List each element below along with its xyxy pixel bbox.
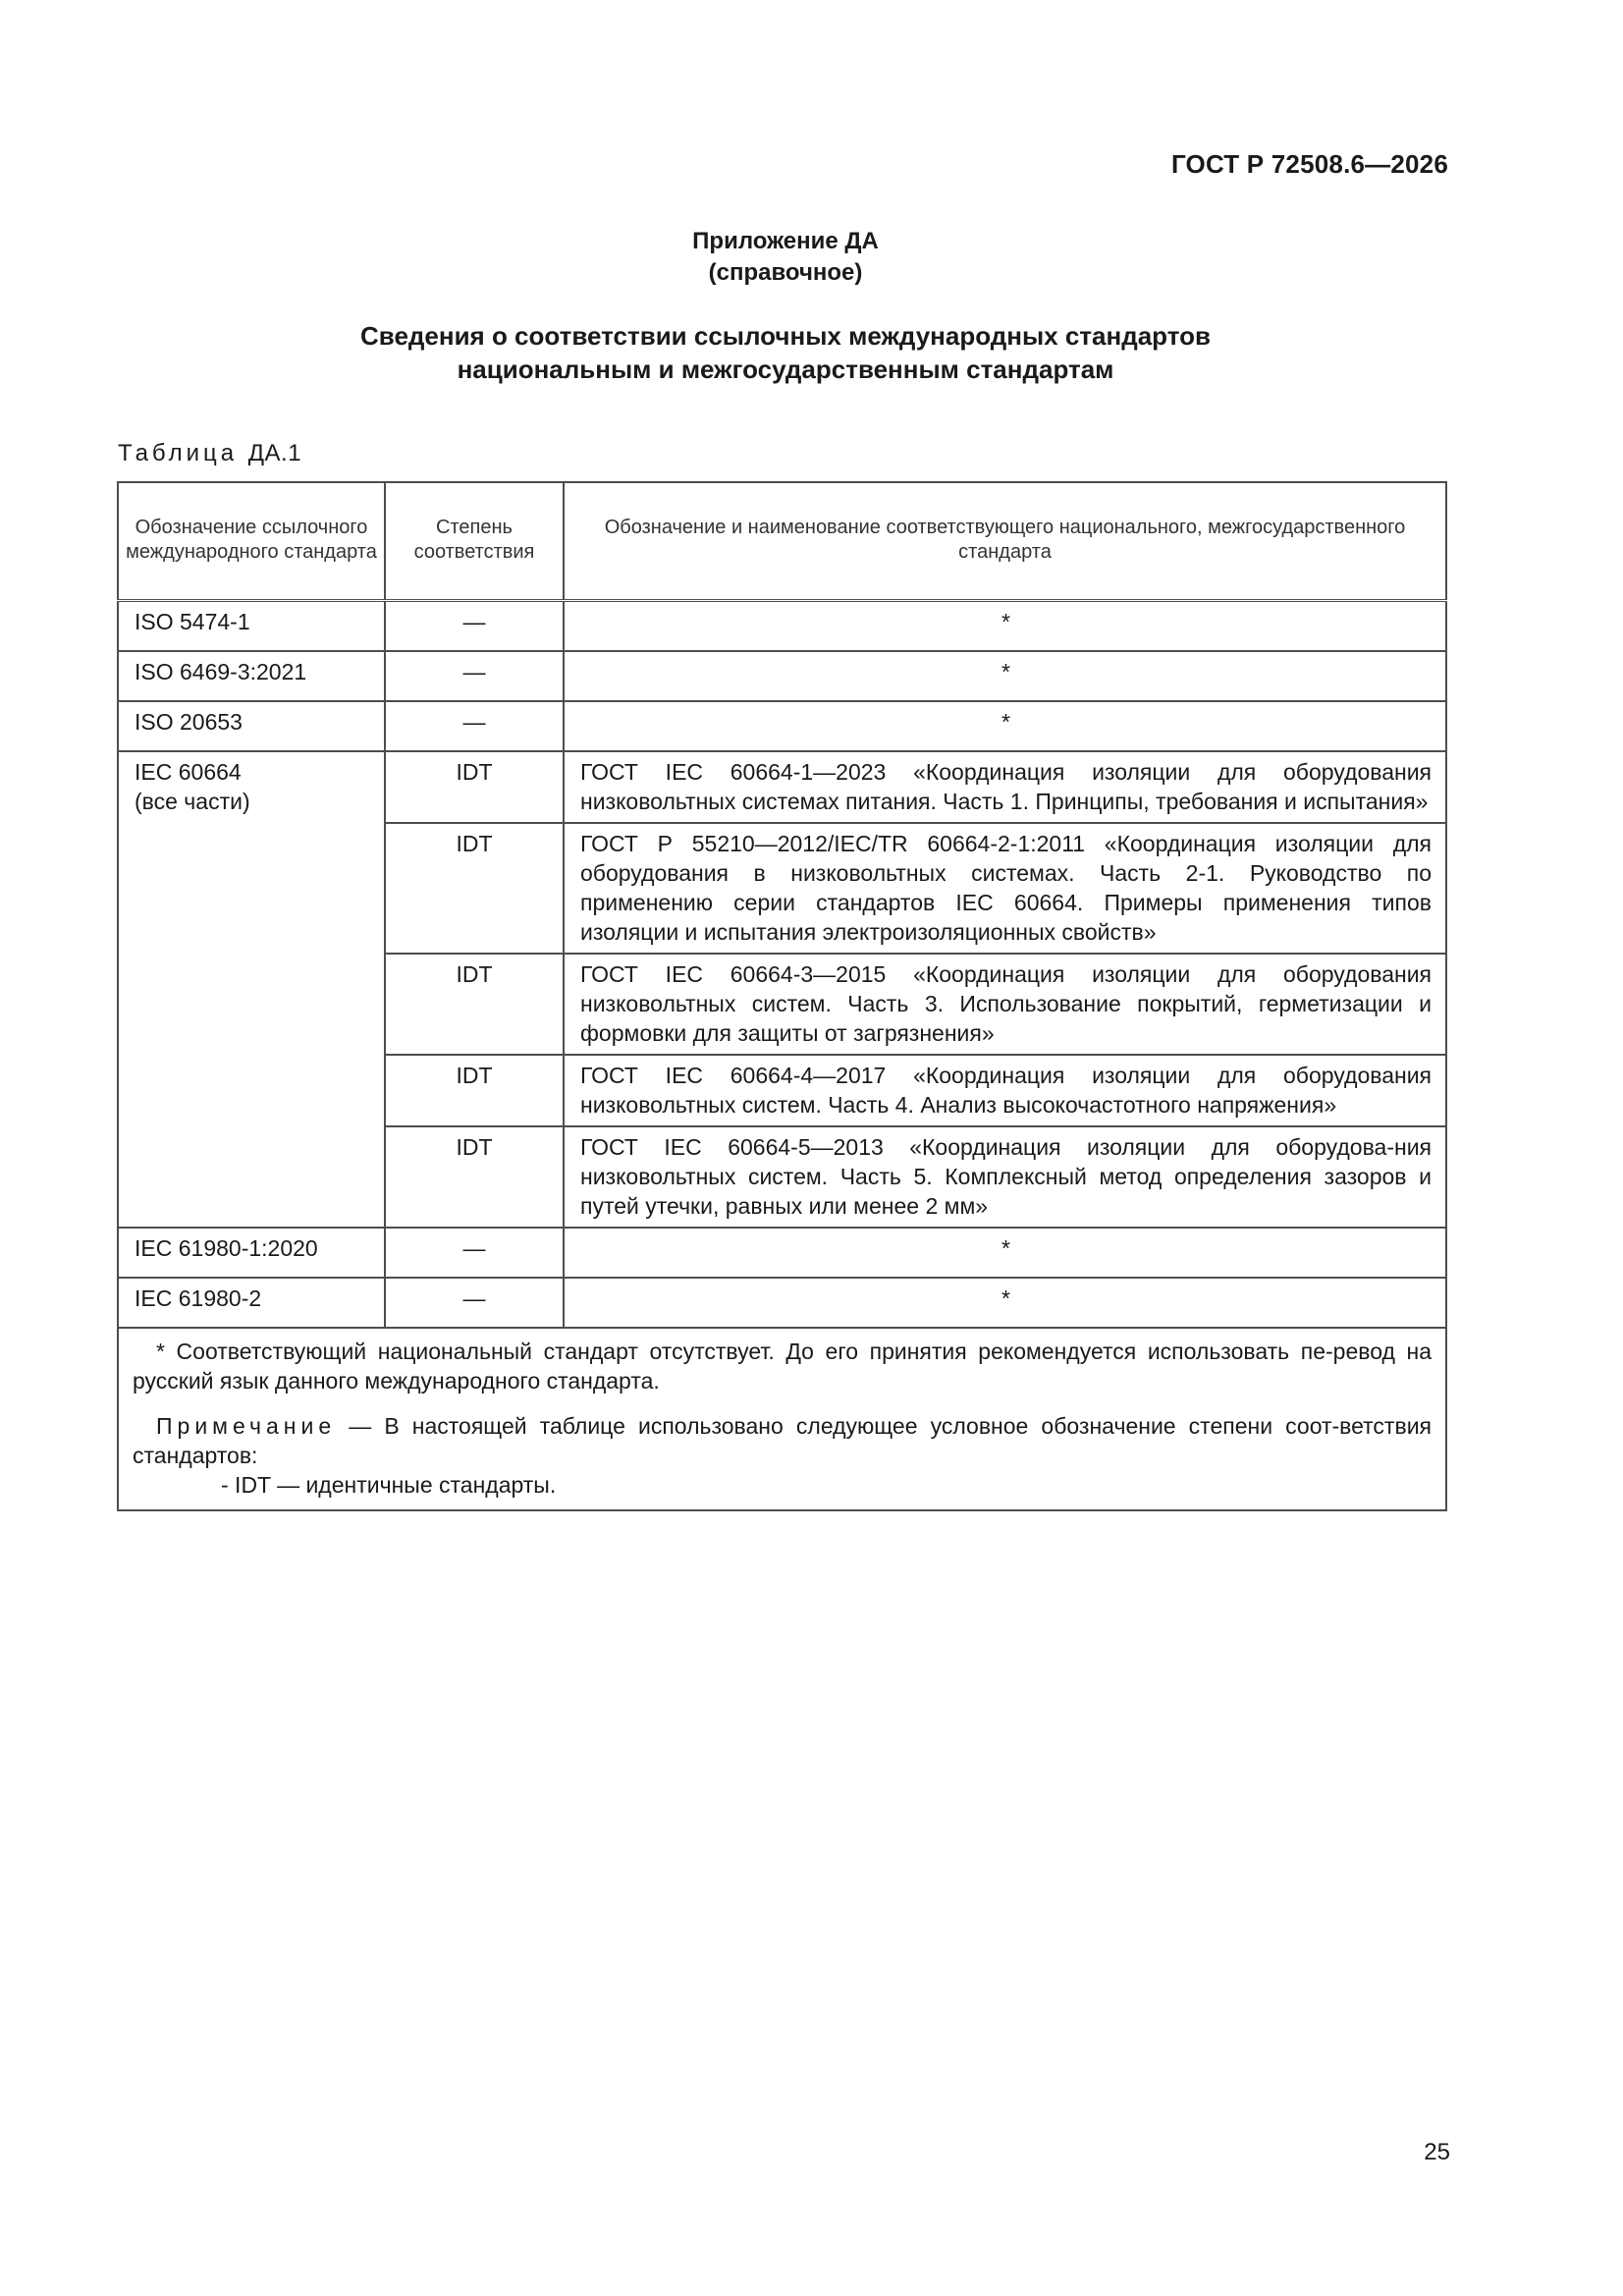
national-cell: * [564,1228,1446,1278]
national-cell: * [564,601,1446,652]
footnote: * Соответствующий национальный стандарт отсутствует. До его принятия рекомендуется использовать пе-ревод на русский язык данного международного стандарта. [133,1339,1432,1394]
appendix-type: (справочное) [708,259,863,286]
note [133,1411,1432,1470]
degree-cell: IDT [385,751,564,823]
degree-cell: IDT [385,1055,564,1126]
page-number: 25 [1424,2139,1450,2165]
reference-code: IEC 60664 [135,759,242,785]
national-cell: ГОСТ IEC 60664-5—2013 «Координация изоляции для оборудова-ния низковольтных систем. Часть 5. Комплексный метод определения зазоров и путей утечки, равных или менее 2 мм» [564,1126,1446,1228]
degree-cell: — [385,1228,564,1278]
table-row [118,751,1446,823]
standards-table [117,481,1447,1511]
note-item: - IDT — идентичные стандарты. [221,1472,557,1498]
section-title-line-2: национальным и межгосударственным стандартам [457,355,1114,384]
degree-cell: IDT [385,823,564,954]
degree-cell: — [385,601,564,652]
table-row [118,701,1446,751]
table-footer-row [118,1328,1446,1510]
table-row [118,601,1446,652]
reference-cell: ISO 20653 [118,701,385,751]
national-cell: * [564,701,1446,751]
table-row [118,1278,1446,1328]
national-cell: ГОСТ IEC 60664-4—2017 «Координация изоляции для оборудования низковольтных систем. Часть 4. Анализ высокочастотного напряжения» [564,1055,1446,1126]
table-header-row [118,482,1446,601]
reference-cell: IEC 61980-1:2020 [118,1228,385,1278]
reference-cell: IEC 61980-2 [118,1278,385,1328]
note-text: — В настоящей таблице использовано следующее условное обозначение степени соот-ветствия стандартов: [133,1413,1432,1468]
header-degree: Степень соответствия [385,482,564,601]
degree-cell: — [385,1278,564,1328]
table-row [118,651,1446,701]
document-code: ГОСТ Р 72508.6—2026 [1170,149,1448,179]
table-footer [118,1328,1446,1510]
degree-cell: — [385,701,564,751]
reference-cell: ISO 5474-1 [118,601,385,652]
reference-note: (все части) [135,789,250,814]
table-label [118,440,301,467]
national-cell: * [564,1278,1446,1328]
degree-cell: IDT [385,954,564,1055]
note-label: Примечание [156,1413,337,1439]
national-cell: * [564,651,1446,701]
appendix-title: Приложение ДА [692,228,879,254]
header-national-standard: Обозначение и наименование соответствующего национального, межгосударственного стандарта [564,482,1446,601]
degree-cell: — [385,651,564,701]
header-reference-standard: Обозначение ссылочного международного стандарта [118,482,385,601]
national-cell: ГОСТ IEC 60664-3—2015 «Координация изоляции для оборудования низковольтных систем. Часть 3. Использование покрытий, герметизации и формовки для защиты от загрязнения» [564,954,1446,1055]
table-row [118,1228,1446,1278]
national-cell: ГОСТ Р 55210—2012/IEC/TR 60664-2-1:2011 «Координация изоляции для оборудования в низковольтных системах. Часть 2-1. Руководство по применению серии стандартов IEC 60664. Примеры применения типов изоляции и испытания электроизоляционных свойств» [564,823,1446,954]
reference-cell-group [118,751,385,1228]
reference-cell: ISO 6469-3:2021 [118,651,385,701]
table-label-word: Таблица [118,440,239,466]
national-cell: ГОСТ IEC 60664-1—2023 «Координация изоляции для оборудования низковольтных системах питания. Часть 1. Принципы, требования и испытания» [564,751,1446,823]
degree-cell: IDT [385,1126,564,1228]
section-title-line-1: Сведения о соответствии ссылочных международных стандартов [360,321,1211,351]
table-label-number: ДА.1 [247,440,302,466]
